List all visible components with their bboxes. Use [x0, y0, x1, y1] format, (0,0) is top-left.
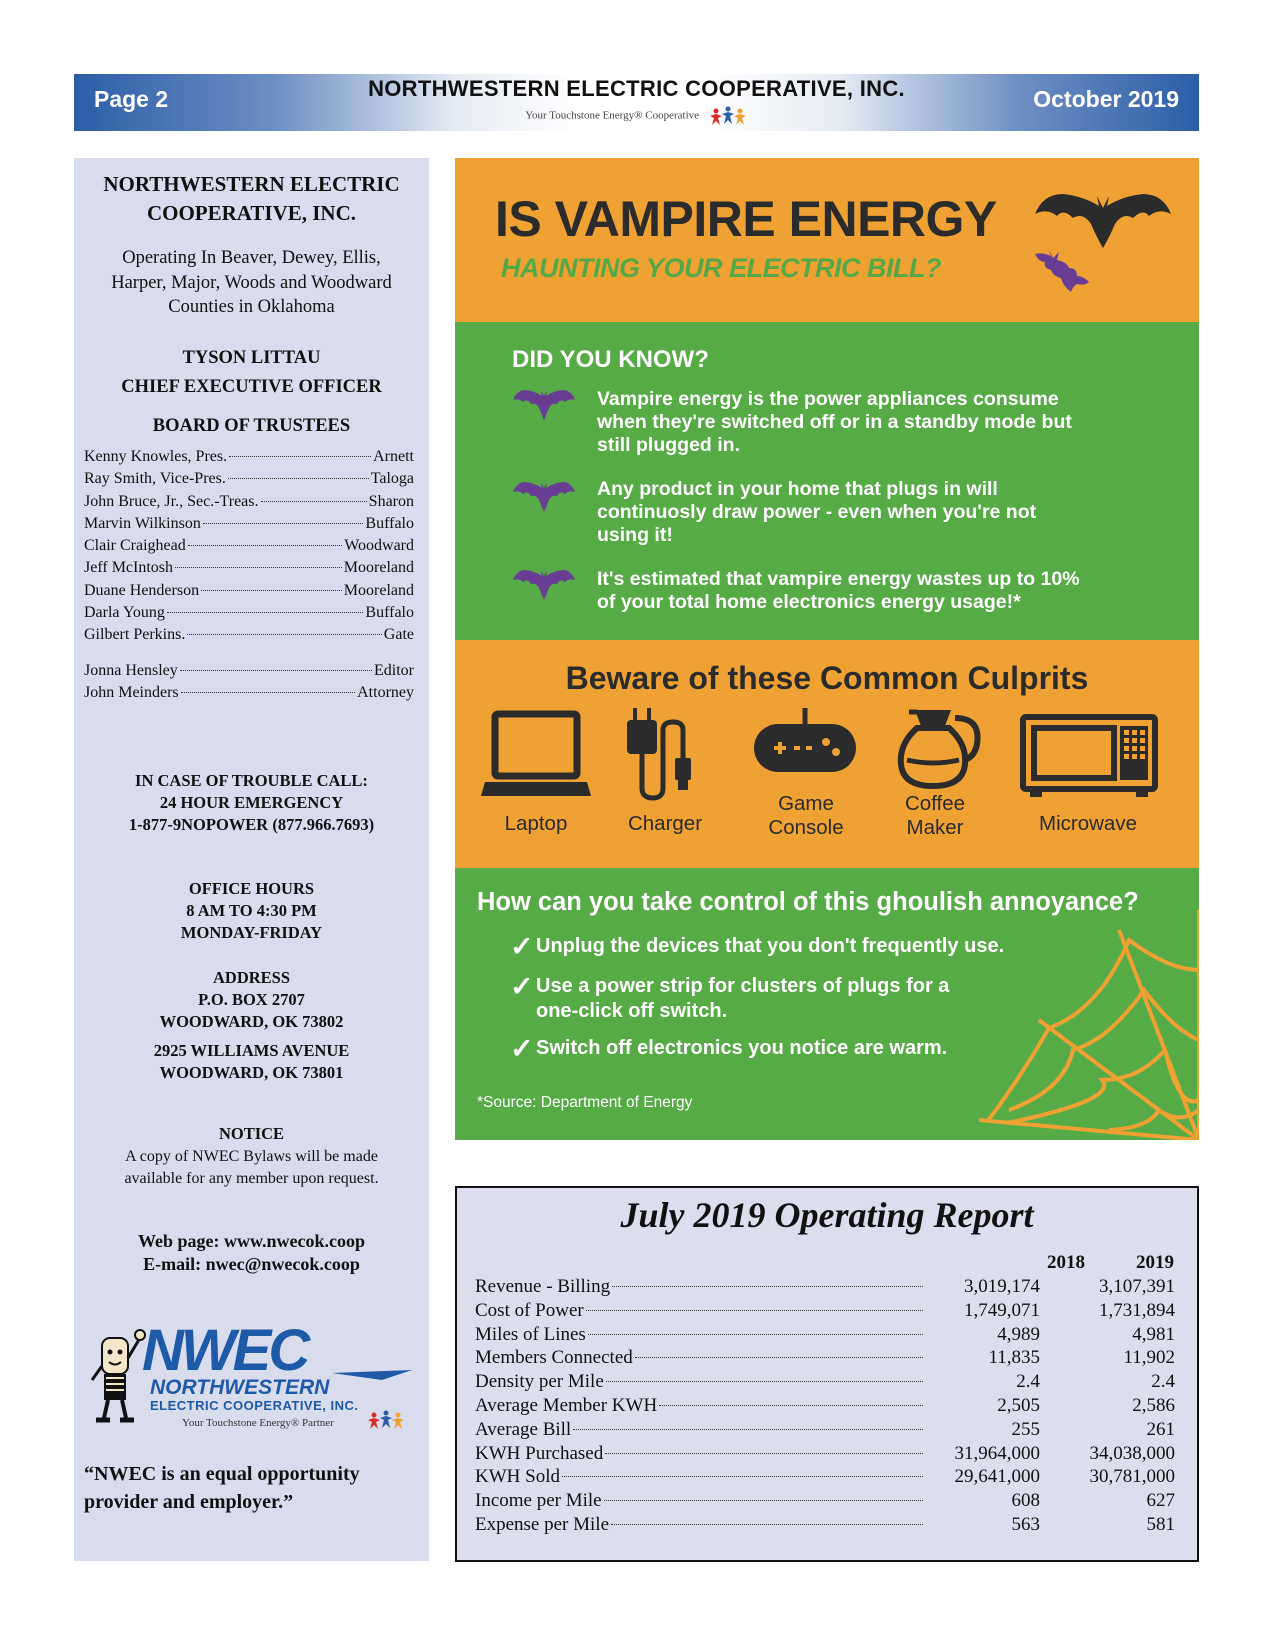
culprits-band: [455, 640, 1199, 868]
svg-text:ELECTRIC COOPERATIVE, INC.: ELECTRIC COOPERATIVE, INC.: [150, 1398, 359, 1413]
trustee-row: Gilbert Perkins. Gate: [84, 626, 414, 644]
table-row: [475, 1466, 1175, 1491]
notice-heading: NOTICE: [218, 1124, 285, 1143]
page-header: [74, 74, 1199, 131]
table-row: [475, 1443, 1175, 1468]
culprit-label: Laptop: [504, 812, 568, 835]
operating-report: [455, 1186, 1199, 1562]
row-label: Members Connected: [475, 1347, 633, 1369]
issue-date: October 2019: [1033, 86, 1179, 112]
page-number: Page 2: [94, 86, 169, 112]
value-2019: 2.4: [1151, 1371, 1175, 1393]
masthead-tagline: [74, 106, 1199, 126]
culprit-label: Game Console: [768, 792, 844, 839]
report-title: July 2019 Operating Report: [620, 1195, 1034, 1235]
value-2019: 30,781,000: [1089, 1466, 1175, 1488]
bat-small-icon: [1033, 246, 1093, 296]
bat-bullet-icon: [513, 568, 575, 602]
trustee-row: Marvin Wilkinson Buffalo: [84, 514, 414, 532]
fact-item: Vampire energy is the power appliances consume when they're switched off or in a standby mode but still plugged in.: [597, 388, 1072, 456]
value-2018: 2.4: [1016, 1371, 1040, 1393]
tip-item: ✓ Use a power strip for clusters of plugs for a one-click off switch.: [510, 971, 950, 1022]
ceo-block: [74, 344, 429, 402]
check-icon: ✓: [510, 931, 534, 962]
ceo-name: TYSON LITTAU: [182, 348, 321, 368]
culprit-label: Coffee Maker: [904, 792, 966, 839]
microwave-icon: [1020, 714, 1158, 798]
value-2019: 1,731,894: [1099, 1299, 1175, 1321]
table-row: [475, 1514, 1175, 1539]
value-2018: 255: [1011, 1418, 1040, 1440]
column-header-2019: 2019: [1136, 1252, 1174, 1273]
trustee-row: Jeff McIntosh Mooreland: [84, 559, 414, 577]
board-heading: BOARD OF TRUSTEES: [152, 416, 351, 436]
bat-bullet-icon: [513, 480, 575, 514]
trustee-list: [84, 448, 414, 649]
row-label: Miles of Lines: [475, 1323, 586, 1345]
check-icon: ✓: [510, 1033, 534, 1064]
infographic-title-band: [455, 158, 1199, 322]
value-2019: 4,981: [1132, 1323, 1175, 1345]
table-row: [475, 1419, 1175, 1444]
take-control-title: How can you take control of this ghoulish annoyance?: [477, 888, 1139, 916]
trustee-row: Ray Smith, Vice-Pres. Taloga: [84, 470, 414, 488]
value-2018: 608: [1011, 1490, 1040, 1512]
street-address: 2925 WILLIAMS AVENUE WOODWARD, OK 73801: [153, 1041, 350, 1082]
value-2018: 2,505: [997, 1395, 1040, 1416]
fact-item: Any product in your home that plugs in will continuosly draw power - even when you're not using it!: [597, 478, 1037, 546]
staff-list: [84, 662, 414, 707]
spider-web-icon: [979, 910, 1199, 1140]
value-2019: 2,586: [1132, 1395, 1175, 1416]
staff-row: John Meinders Attorney: [84, 684, 414, 702]
row-label: Cost of Power: [475, 1299, 584, 1321]
column-header-2018: 2018: [1047, 1252, 1085, 1273]
notice-text: A copy of NWEC Bylaws will be made available for any member upon request.: [124, 1148, 379, 1187]
table-row: [475, 1300, 1175, 1325]
laptop-icon: [481, 710, 591, 805]
did-you-know-title: DID YOU KNOW?: [512, 346, 709, 373]
row-label: Density per Mile: [475, 1371, 604, 1393]
operating-counties: Operating In Beaver, Dewey, Ellis, Harper, Major, Woods and Woodward Counties in Oklahoma: [111, 248, 392, 317]
value-2019: 627: [1146, 1490, 1175, 1512]
trustee-row: Kenny Knowles, Pres. Arnett: [84, 448, 414, 465]
ceo-title: CHIEF EXECUTIVE OFFICER: [121, 377, 382, 397]
table-row: [475, 1395, 1175, 1420]
table-row: [475, 1490, 1175, 1515]
sidebar: [74, 158, 429, 1561]
row-label: Income per Mile: [475, 1490, 602, 1512]
trustee-row: Duane Henderson Mooreland: [84, 581, 414, 599]
coop-name: NORTHWESTERN ELECTRIC COOPERATIVE, INC.: [103, 172, 400, 225]
vampire-energy-infographic: [455, 158, 1199, 1140]
coffee-maker-icon: [895, 704, 985, 794]
value-2018: 31,964,000: [954, 1442, 1040, 1464]
staff-row: Jonna Hensley Editor: [84, 662, 414, 679]
web-contact: [74, 1230, 429, 1276]
tip-item: ✓ Unplug the devices that you don't frequently use.: [510, 931, 1005, 962]
value-2019: 261: [1146, 1418, 1175, 1440]
trustee-row: Clair Craighead Woodward: [84, 537, 414, 555]
table-row: [475, 1324, 1175, 1349]
row-label: KWH Purchased: [475, 1442, 604, 1464]
svg-text:Your Touchstone Energy® Partne: Your Touchstone Energy® Partner: [182, 1417, 334, 1429]
value-2018: 4,989: [997, 1323, 1040, 1345]
value-2018: 3,019,174: [964, 1276, 1040, 1297]
masthead-title: NORTHWESTERN ELECTRIC COOPERATIVE, INC.: [368, 76, 905, 101]
value-2018: 563: [1011, 1514, 1040, 1535]
table-row: [475, 1276, 1175, 1301]
value-2018: 1,749,071: [964, 1299, 1040, 1321]
row-label: Average Member KWH: [475, 1395, 658, 1416]
tagline-text: Your Touchstone Energy® Cooperative: [525, 109, 700, 122]
value-2019: 34,038,000: [1089, 1442, 1175, 1464]
mailing-address: ADDRESS P.O. BOX 2707 WOODWARD, OK 73802: [159, 968, 344, 1031]
row-label: Expense per Mile: [475, 1514, 610, 1535]
value-2019: 581: [1146, 1514, 1175, 1535]
value-2019: 3,107,391: [1099, 1276, 1175, 1297]
web-page-link[interactable]: Web page: www.nwecok.coop: [137, 1231, 365, 1251]
equal-opportunity-statement: “NWEC is an equal opportunity provider and employer.”: [84, 1463, 360, 1513]
tip-item: ✓ Switch off electronics you notice are warm.: [510, 1033, 948, 1064]
row-label: KWH Sold: [475, 1466, 560, 1488]
trustee-row: Darla Young Buffalo: [84, 604, 414, 622]
row-label: Revenue - Billing: [475, 1276, 611, 1297]
touchstone-people-icon: [708, 106, 748, 126]
table-row: [475, 1371, 1175, 1396]
check-icon: ✓: [510, 971, 534, 1002]
infographic-subtitle: HAUNTING YOUR ELECTRIC BILL?: [501, 253, 941, 283]
infographic-title: IS VAMPIRE ENERGY: [495, 191, 997, 247]
value-2018: 29,641,000: [954, 1466, 1040, 1488]
nwec-logo: [82, 1318, 422, 1436]
svg-text:NORTHWESTERN: NORTHWESTERN: [150, 1376, 330, 1399]
culprit-label: Microwave: [1039, 812, 1137, 835]
value-2018: 11,835: [988, 1347, 1040, 1369]
row-label: Average Bill: [475, 1418, 572, 1440]
fact-item: It's estimated that vampire energy wastes up to 10% of your total home electronics energy usage!*: [597, 568, 1080, 613]
take-control-band: [455, 868, 1199, 1140]
office-hours: OFFICE HOURS 8 AM TO 4:30 PM MONDAY-FRIDAY: [180, 879, 323, 942]
table-row: [475, 1347, 1175, 1372]
reddy-mascot-icon: [92, 1330, 145, 1420]
email-link[interactable]: E-mail: nwec@nwecok.coop: [143, 1254, 360, 1274]
emergency-contact: IN CASE OF TROUBLE CALL: 24 HOUR EMERGENCY 1-877-9NOPOWER (877.966.7693): [128, 771, 375, 834]
trustee-row: John Bruce, Jr., Sec.-Treas. Sharon: [84, 492, 414, 510]
value-2019: 11,902: [1123, 1347, 1175, 1369]
did-you-know-band: [455, 322, 1199, 640]
game-console-icon: [750, 704, 860, 784]
source-note: *Source: Department of Energy: [477, 1094, 693, 1111]
culprits-title: Beware of these Common Culprits: [565, 660, 1089, 696]
charger-icon: [623, 704, 713, 804]
svg-text:NWEC: NWEC: [142, 1318, 308, 1383]
culprit-label: Charger: [627, 812, 703, 835]
bat-bullet-icon: [513, 388, 575, 422]
touchstone-people-icon: [368, 1411, 404, 1430]
